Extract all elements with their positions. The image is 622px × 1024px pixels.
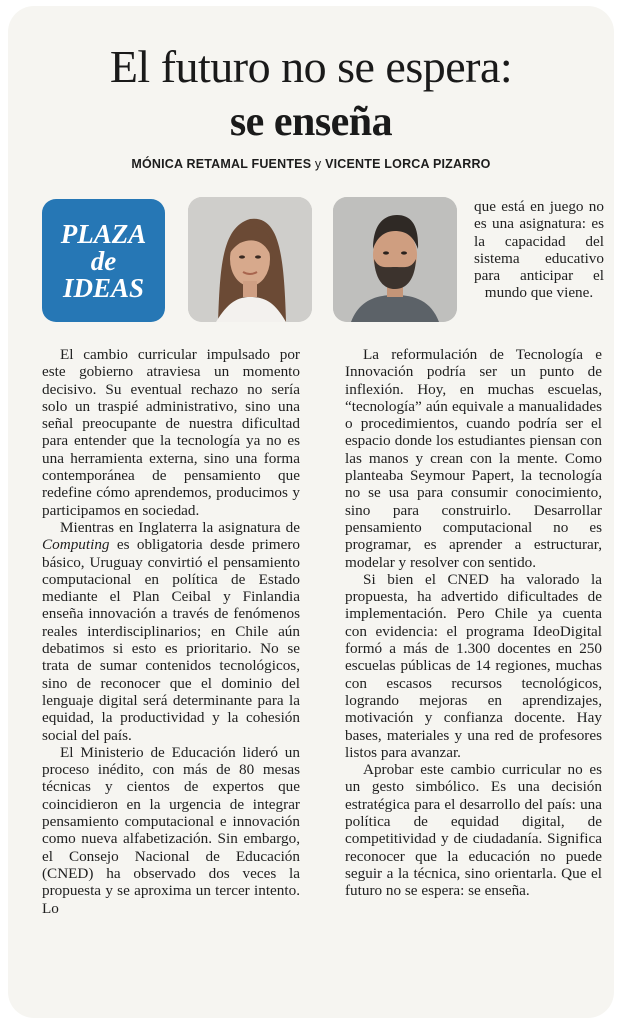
left-paragraph-2-end: es obligatoria desde primero básico, Uruguay convirtió el pensamiento computacional en política de Estado mediante el Plan Ceibal y Finlandia enseña innovación a través de fenómenos reales interdisciplinarios; en Chile aún debatimos si esto es prioritario. No se trata de sumar contenidos tecnológicos, sino de reconocer que el dominio del lenguaje digital será determinante para la equidad, la productividad y la cohesión social del país. xyxy=(42,536,300,744)
author-2-photo xyxy=(333,197,457,322)
badge-line-1: PLAZA xyxy=(60,219,147,249)
right-top-paragraph: que está en juego no es una asignatura: es la capacidad del sistema educativo para anticipar el mundo que viene. xyxy=(474,198,604,302)
left-paragraph-1: El cambio curricular impulsado por este gobierno atraviesa un momento decisivo. Su eventual rechazo no sería solo un traspié administrativo, sino una señal preocupante de nuestra dificultad para entender que la tecnología ya no es una herramienta externa, sino una forma contemporánea de pensamiento que redefine cómo aprendemos, producimos y participamos en sociedad. xyxy=(42,346,300,519)
author-1: MÓNICA RETAMAL FUENTES xyxy=(131,157,312,171)
headline-line-2: se enseña xyxy=(229,99,393,145)
badge-line-2: de xyxy=(90,246,117,276)
left-paragraph-3: El Ministerio de Educación lideró un proceso inédito, con más de 80 mesas técnicas y cientos de expertos que coincidieron en la urgencia de integrar pensamiento computacional e innovación como nueva alfabetización. Sin embargo, el Consejo Nacional de Educación (CNED) ha observado dos veces la propuesta y se aproxima un tercer intento. Lo xyxy=(42,743,300,917)
section-badge xyxy=(42,199,165,322)
author-2-portrait-image xyxy=(333,197,457,322)
author-2: VICENTE LORCA PIZARRO xyxy=(325,157,491,171)
left-paragraph-2 xyxy=(42,519,300,744)
left-paragraph-2-start: Mientras en Inglaterra la asignatura de xyxy=(60,518,300,536)
right-column-top-text xyxy=(474,198,604,302)
right-column xyxy=(345,346,602,900)
headline-line-1: El futuro no se espera: xyxy=(109,41,513,92)
right-paragraph-1: La reformulación de Tecnología e Innovación podría ser un punto de inflexión. Hoy, en muchas escuelas, “tecnología” aún equivale a manualidades o procedimientos, cuando podría ser el espacio donde los estudiantes piensan con las manos y crean con la mente. Como planteaba Seymour Papert, la tecnología no se usa para consumir conocimiento, sino para construirlo. Desarrollar pensamiento computacional no es programar, es aprender a estructurar, modelar y resolver con sentido. xyxy=(345,346,602,571)
author-1-portrait-image xyxy=(188,197,312,322)
right-paragraph-2: Si bien el CNED ha valorado la propuesta, ha advertido dificultades de implementación. Pero Chile ya cuenta con evidencia: el programa IdeoDigital formó a más de 1.300 docentes en 250 escuelas públicas de 14 regiones, muchas con escasos recursos tecnológicos, logrando mejoras en aprendizajes, motivación y confianza docente. Hay bases, materiales y una red de profesores listos para avanzar. xyxy=(345,570,602,761)
byline xyxy=(0,157,622,171)
right-paragraph-3: Aprobar este cambio curricular no es un gesto simbólico. Es una decisión estratégica para el desarrollo del país: una política de equidad digital, de competitividad y de ciudadanía. Significa reconocer que la educación no puede seguir a la técnica, sino orientarla. Que el futuro no se espera: se enseña. xyxy=(345,761,602,900)
computing-term: Computing xyxy=(42,536,110,554)
author-conjunction: y xyxy=(314,157,322,171)
badge-line-3: IDEAS xyxy=(62,273,145,303)
left-column xyxy=(42,346,300,917)
author-1-photo xyxy=(188,197,312,322)
